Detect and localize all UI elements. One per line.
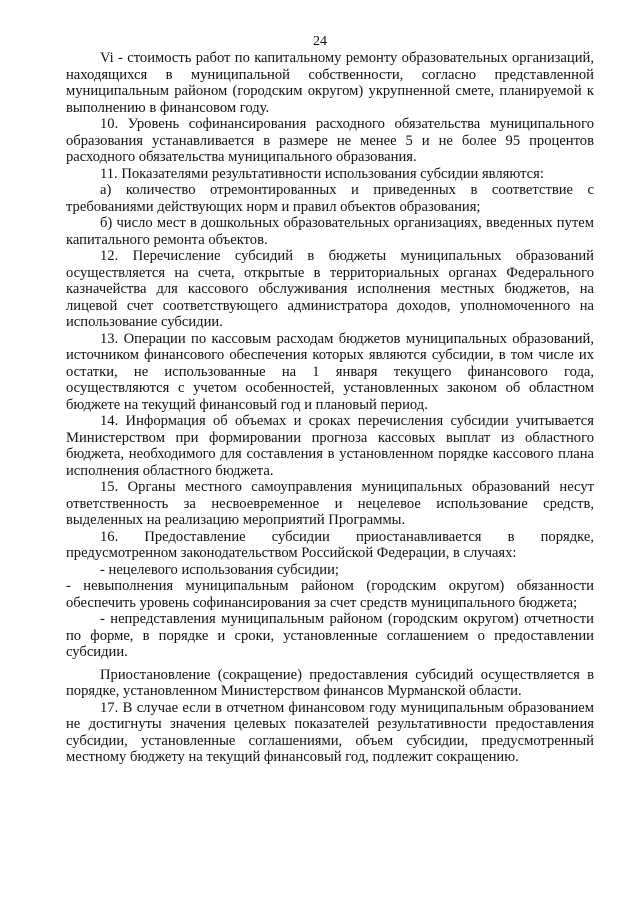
paragraph-11-b: б) число мест в дошкольных образовательных организациях, введенных путем капитального ремонта объектов. (66, 215, 594, 248)
page-number: 24 (313, 34, 327, 49)
paragraph-15: 15. Органы местного самоуправления муниципальных образований несут ответственность за несвоевременное и нецелевое использование средств, выделенных на реализацию мероприятий Программы. (66, 479, 594, 528)
paragraph-12: 12. Перечисление субсидий в бюджеты муниципальных образований осуществляется на счета, открытые в территориальных органах Федерального казначейства для кассового обслуживания исполнения местных бюджетов, на лицевой счет соответствующего администратора доходов, уполномоченного на использование субсидии. (66, 248, 594, 330)
paragraph-11-a: а) количество отремонтированных и приведенных в соответствие с требованиями действующих норм и правил объектов образования; (66, 182, 594, 215)
document-body (66, 50, 594, 766)
paragraph-16-item-3: - непредставления муниципальным районом (городским округом) отчетности по форме, в порядке и сроки, установленные соглашением о предоставлении субсидии. (66, 611, 594, 660)
paragraph-11: 11. Показателями результативности использования субсидии являются: (100, 165, 544, 182)
paragraph-14: 14. Информация об объемах и сроках перечисления субсидии учитывается Министерством при формировании прогноза кассовых выплат из областного бюджета, необходимого для составления в установленном порядке кассового плана исполнения областного бюджета. (66, 413, 594, 479)
paragraph-vi-definition: Vi - стоимость работ по капитальному ремонту образовательных организаций, находящихся в муниципальной собственности, согласно представленной муниципальным районом (городским округом) укрупненной смете, планируемой к выполнению в финансовом году. (66, 50, 594, 116)
paragraph-suspension-note: Приостановление (сокращение) предоставления субсидий осуществляется в порядке, установленном Министерством финансов Мурманской области. (66, 666, 594, 699)
paragraph-13: 13. Операции по кассовым расходам бюджетов муниципальных образований, источником финансового обеспечения которых являются субсидии, в том числе их остатки, не использованные на 1 января текущего финансового года, осуществляются с учетом особенностей, установленных законом об областном бюджете на текущий финансовый год и плановый период. (66, 330, 594, 413)
paragraph-16-item-2: - невыполнения муниципальным районом (городским округом) обязанности обеспечить уровень софинансирования за счет средств муниципального бюджета; (66, 578, 594, 611)
paragraph-16-item-1: - нецелевого использования субсидии; (100, 561, 339, 578)
paragraph-16: 16. Предоставление субсидии приостанавливается в порядке, предусмотренном законодательством Российской Федерации, в случаях: (66, 528, 594, 561)
paragraph-17: 17. В случае если в отчетном финансовом году муниципальным образованием не достигнуты значения целевых показателей результативности предоставления субсидии, установленные соглашениями, объем субсидии, предусмотренный местному бюджету на текущий финансовый год, подлежит сокращению. (66, 699, 594, 765)
paragraph-10: 10. Уровень софинансирования расходного обязательства муниципального образования устанавливается в размере не менее 5 и не более 95 процентов расходного обязательства муниципального образования. (66, 116, 594, 165)
